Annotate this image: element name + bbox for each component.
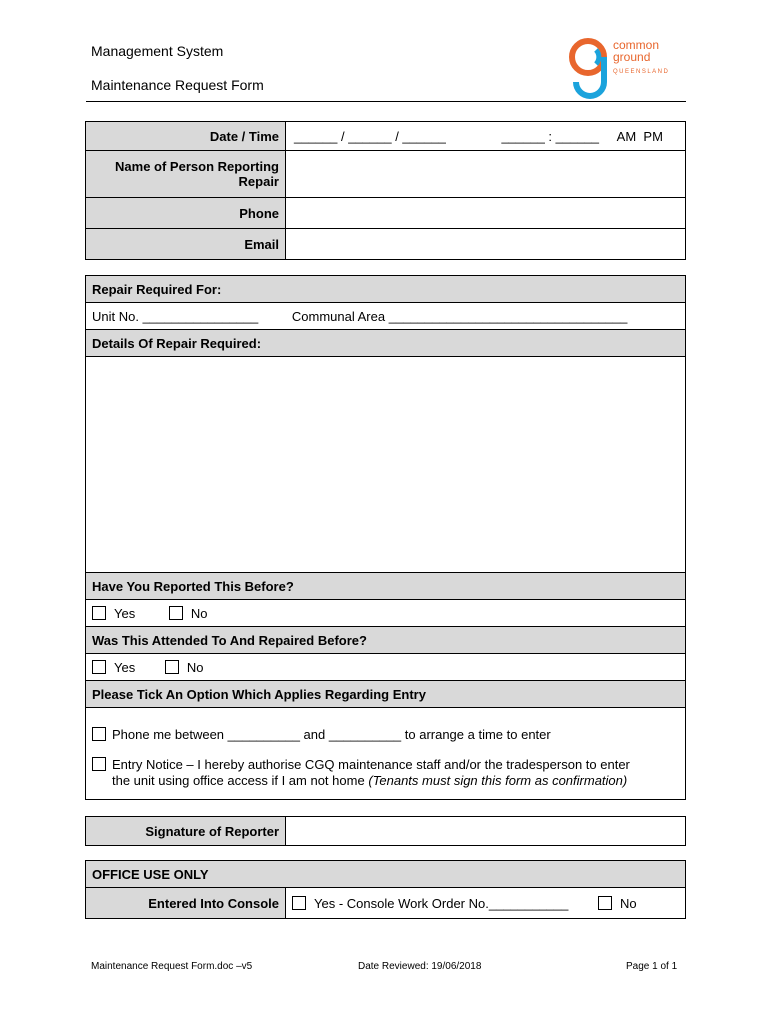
phone-option-label: Phone me between __________ and __________ to arrange a time to enter	[112, 727, 551, 742]
date-blank: ______ / ______ / ______	[294, 128, 446, 144]
entry-option-notice-cont	[92, 773, 679, 788]
details-field[interactable]	[86, 357, 686, 573]
form-title: Maintenance Request Form	[91, 77, 264, 93]
date-time-field[interactable]	[286, 122, 686, 151]
name-label-line1: Name of Person Reporting	[115, 159, 279, 174]
reported-yes-label: Yes	[114, 605, 136, 621]
notice-option-checkbox[interactable]	[92, 757, 106, 771]
contact-table	[85, 121, 686, 260]
unit-field[interactable]: Unit No. ________________	[92, 308, 259, 324]
notice-option-label: Entry Notice – I hereby authorise CGQ maintenance staff and/or the tradesperson to enter	[112, 757, 630, 772]
unit-communal-row	[86, 303, 686, 330]
reported-header: Have You Reported This Before?	[86, 573, 686, 600]
reported-no-checkbox[interactable]	[169, 606, 183, 620]
attended-options	[86, 654, 686, 681]
details-header: Details Of Repair Required:	[86, 330, 686, 357]
attended-yes-label: Yes	[114, 659, 136, 675]
reported-options	[86, 600, 686, 627]
logo-line3: QUEENSLAND	[613, 69, 670, 75]
phone-option-checkbox[interactable]	[92, 727, 106, 741]
entry-header: Please Tick An Option Which Applies Regarding Entry	[86, 681, 686, 708]
common-ground-logo	[566, 36, 686, 100]
footer-doc: Maintenance Request Form.doc –v5	[91, 961, 253, 972]
attended-yes-checkbox[interactable]	[92, 660, 106, 674]
g-logo-icon	[566, 36, 612, 100]
header-divider	[86, 101, 686, 102]
repair-required-header: Repair Required For:	[86, 276, 686, 303]
name-label-line2: Repair	[238, 174, 279, 189]
phone-field[interactable]	[286, 198, 686, 229]
console-label: Entered Into Console	[86, 888, 286, 919]
office-header: OFFICE USE ONLY	[86, 861, 686, 888]
am-pm: AM PM	[616, 128, 663, 144]
communal-field[interactable]: Communal Area _________________________________	[291, 308, 628, 324]
email-label: Email	[86, 229, 286, 260]
console-yes-label: Yes - Console Work Order No.___________	[314, 895, 569, 911]
entry-options	[86, 708, 686, 800]
footer-page: Page 1 of 1	[626, 961, 678, 972]
signature-field[interactable]	[286, 817, 686, 846]
system-name: Management System	[91, 43, 224, 59]
console-no-checkbox[interactable]	[598, 896, 612, 910]
name-field[interactable]	[286, 151, 686, 198]
console-yes-checkbox[interactable]	[292, 896, 306, 910]
footer-reviewed: Date Reviewed: 19/06/2018	[358, 961, 482, 972]
office-table	[85, 860, 686, 919]
repair-table	[85, 275, 686, 800]
signature-label: Signature of Reporter	[86, 817, 286, 846]
entry-option-phone	[92, 727, 679, 757]
notice-option-label-2: the unit using office access if I am not home	[112, 773, 365, 788]
email-field[interactable]	[286, 229, 686, 260]
logo-line1: common	[613, 38, 660, 52]
name-label	[86, 151, 286, 198]
entry-option-notice	[92, 757, 679, 772]
reported-yes-checkbox[interactable]	[92, 606, 106, 620]
date-time-label: Date / Time	[86, 122, 286, 151]
signature-table	[85, 816, 686, 846]
logo-line2: ground	[613, 50, 651, 64]
reported-no-label: No	[190, 605, 208, 621]
phone-label: Phone	[86, 198, 286, 229]
console-options	[286, 888, 686, 919]
console-no-label: No	[620, 895, 637, 911]
time-blank: ______ : ______	[501, 128, 600, 144]
attended-no-label: No	[186, 659, 204, 675]
attended-header: Was This Attended To And Repaired Before?	[86, 627, 686, 654]
notice-option-italic: (Tenants must sign this form as confirmation)	[368, 773, 628, 788]
attended-no-checkbox[interactable]	[165, 660, 179, 674]
